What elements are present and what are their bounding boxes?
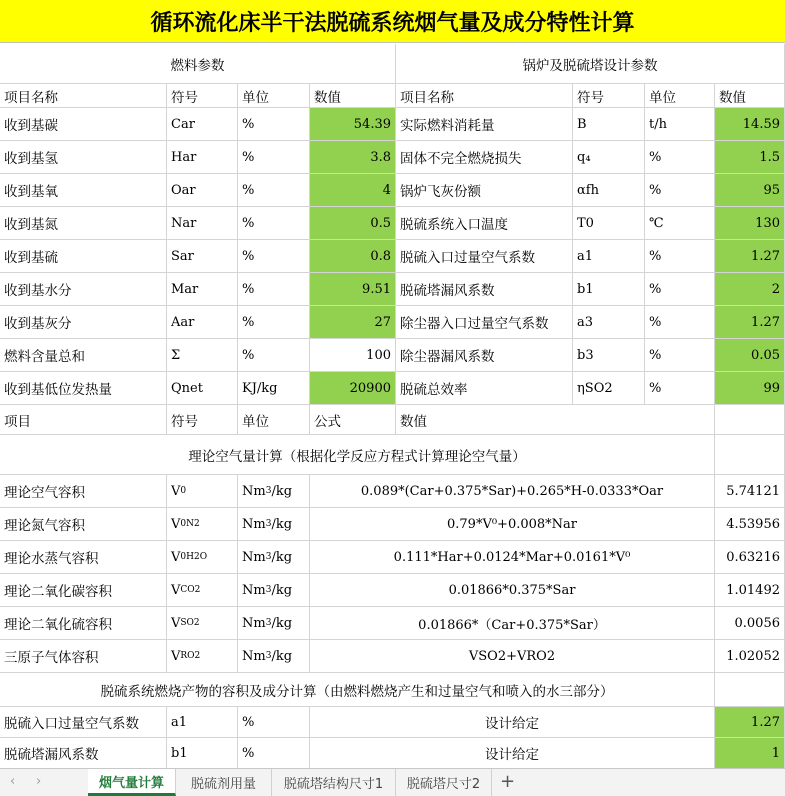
boiler-value-cell[interactable]: 99 [715, 372, 785, 405]
theory-section-row [0, 435, 785, 475]
fuel-value-cell[interactable]: 100 [310, 339, 396, 372]
boiler-unit-cell[interactable]: t/h [645, 108, 715, 141]
desulf-value-cell[interactable]: 1.27 [715, 707, 785, 738]
symbol-main: V [171, 549, 181, 565]
param-row [0, 141, 785, 174]
unit-sup: 3 [265, 585, 272, 595]
boiler-name-cell[interactable]: 锅炉飞灰份额 [396, 174, 573, 207]
theory-formula-cell[interactable]: 0.111*Har+0.0124*Mar+0.0161*V⁰ [310, 541, 715, 574]
fuel-symbol-cell[interactable]: Mar [167, 273, 238, 306]
calc-col-name[interactable]: 项目 [0, 405, 167, 435]
fuel-symbol-cell[interactable]: Sar [167, 240, 238, 273]
unit-main: Nm [242, 582, 266, 598]
fuel-symbol-cell[interactable]: Nar [167, 207, 238, 240]
fuel-value-cell[interactable]: 27 [310, 306, 396, 339]
boiler-params-header[interactable]: 锅炉及脱硫塔设计参数 [396, 44, 785, 84]
boiler-name-cell[interactable]: 实际燃料消耗量 [396, 108, 573, 141]
desulf-formula-cell[interactable]: 设计给定 [310, 738, 715, 769]
desulf-unit-cell[interactable]: % [238, 738, 310, 769]
boiler-symbol-cell[interactable]: B [573, 108, 645, 141]
desulf-name-cell[interactable]: 脱硫入口过量空气系数 [0, 707, 167, 738]
fuel-name-cell[interactable]: 收到基碳 [0, 108, 167, 141]
unit-main: Nm [242, 483, 266, 499]
boiler-symbol-cell[interactable]: q₄ [573, 141, 645, 174]
fuel-name-cell[interactable]: 收到基氢 [0, 141, 167, 174]
symbol-main: V [171, 648, 181, 664]
unit-tail: /kg [271, 648, 293, 664]
fuel-name-cell[interactable]: 收到基低位发热量 [0, 372, 167, 405]
boiler-unit-cell[interactable]: % [645, 339, 715, 372]
desulf-value-cell[interactable]: 1 [715, 738, 785, 769]
theory-name-cell[interactable]: 理论水蒸气容积 [0, 541, 167, 574]
fuel-name-cell[interactable]: 收到基氧 [0, 174, 167, 207]
boiler-symbol-cell[interactable]: b1 [573, 273, 645, 306]
calc-col-symbol[interactable]: 符号 [167, 405, 238, 435]
fuel-value-cell[interactable]: 9.51 [310, 273, 396, 306]
boiler-unit-cell[interactable]: % [645, 141, 715, 174]
theory-name-cell[interactable]: 理论二氧化硫容积 [0, 607, 167, 640]
theory-row [0, 508, 785, 541]
unit-tail: /kg [271, 483, 293, 499]
boiler-col-sym[interactable]: 符号 [573, 84, 645, 108]
boiler-value-cell[interactable]: 2 [715, 273, 785, 306]
empty-cell[interactable] [715, 673, 785, 707]
boiler-value-cell[interactable]: 14.59 [715, 108, 785, 141]
theory-value-cell[interactable]: 0.63216 [715, 541, 785, 574]
symbol-main: V [171, 483, 181, 499]
tab-tower-structure-1[interactable]: 脱硫塔结构尺寸1 [272, 769, 396, 796]
fuel-unit-cell[interactable]: % [238, 339, 310, 372]
boiler-unit-cell[interactable]: % [645, 174, 715, 207]
boiler-symbol-cell[interactable]: a1 [573, 240, 645, 273]
sheet-title[interactable]: 循环流化床半干法脱硫系统烟气量及成分特性计算 [0, 0, 785, 43]
calc-col-formula[interactable]: 公式 [310, 405, 396, 435]
unit-tail: /kg [271, 615, 293, 631]
desulf-formula-cell[interactable]: 设计给定 [310, 707, 715, 738]
theory-unit-cell[interactable] [238, 574, 310, 607]
boiler-col-unit[interactable]: 单位 [645, 84, 715, 108]
param-row [0, 207, 785, 240]
theory-name-cell[interactable]: 理论二氧化碳容积 [0, 574, 167, 607]
desulf-row [0, 738, 785, 769]
section-header-row [0, 44, 785, 84]
boiler-symbol-cell[interactable]: ηSO2 [573, 372, 645, 405]
tab-prev-icon[interactable]: ‹ [10, 774, 16, 789]
desulf-section-header[interactable]: 脱硫系统燃烧产物的容积及成分计算（由燃料燃烧产生和过量空气和喷入的水三部分） [0, 673, 715, 707]
calc-col-value[interactable]: 数值 [396, 405, 715, 435]
fuel-unit-cell[interactable]: % [238, 174, 310, 207]
theory-value-cell[interactable]: 0.0056 [715, 607, 785, 640]
symbol-sub: RO2 [180, 651, 201, 661]
theory-row [0, 541, 785, 574]
symbol-sub: SO2 [180, 618, 200, 628]
theory-symbol-cell[interactable] [167, 541, 238, 574]
theory-formula-cell[interactable]: 0.089*(Car+0.375*Sar)+0.265*H-0.0333*Oar [310, 475, 715, 508]
boiler-symbol-cell[interactable]: b3 [573, 339, 645, 372]
theory-unit-cell[interactable] [238, 607, 310, 640]
symbol-sub: CO2 [180, 585, 201, 595]
fuel-params-header[interactable]: 燃料参数 [0, 44, 396, 84]
fuel-symbol-cell[interactable]: Car [167, 108, 238, 141]
tab-flue-gas-calc[interactable]: 烟气量计算 [88, 769, 176, 796]
theory-symbol-cell[interactable] [167, 640, 238, 673]
boiler-unit-cell[interactable]: ℃ [645, 207, 715, 240]
param-row [0, 108, 785, 141]
boiler-name-cell[interactable]: 脱硫总效率 [396, 372, 573, 405]
add-sheet-icon[interactable]: + [500, 771, 516, 792]
desulf-symbol-cell[interactable]: a1 [167, 707, 238, 738]
unit-main: Nm [242, 549, 266, 565]
theory-symbol-cell[interactable] [167, 475, 238, 508]
desulf-section-row [0, 673, 785, 707]
theory-formula-cell[interactable]: 0.01866*0.375*Sar [310, 574, 715, 607]
theory-row [0, 640, 785, 673]
theory-unit-cell[interactable] [238, 640, 310, 673]
fuel-symbol-cell[interactable]: Σ [167, 339, 238, 372]
param-row [0, 174, 785, 207]
calc-col-unit[interactable]: 单位 [238, 405, 310, 435]
fuel-col-unit[interactable]: 单位 [238, 84, 310, 108]
boiler-value-cell[interactable]: 130 [715, 207, 785, 240]
boiler-name-cell[interactable]: 除尘器入口过量空气系数 [396, 306, 573, 339]
boiler-col-name[interactable]: 项目名称 [396, 84, 573, 108]
fuel-col-sym[interactable]: 符号 [167, 84, 238, 108]
param-row [0, 372, 785, 405]
empty-cell[interactable] [715, 435, 785, 475]
boiler-name-cell[interactable]: 固体不完全燃烧损失 [396, 141, 573, 174]
fuel-unit-cell[interactable]: % [238, 240, 310, 273]
fuel-name-cell[interactable]: 收到基水分 [0, 273, 167, 306]
param-row [0, 339, 785, 372]
sheet-tab-bar [0, 768, 785, 796]
calc-header-row [0, 405, 785, 435]
symbol-sup: 0 [180, 519, 187, 529]
boiler-value-cell[interactable]: 1.27 [715, 240, 785, 273]
boiler-value-cell[interactable]: 0.05 [715, 339, 785, 372]
desulf-name-cell[interactable]: 脱硫塔漏风系数 [0, 738, 167, 769]
fuel-value-cell[interactable]: 54.39 [310, 108, 396, 141]
fuel-unit-cell[interactable]: % [238, 273, 310, 306]
unit-tail: /kg [271, 582, 293, 598]
boiler-symbol-cell[interactable]: T0 [573, 207, 645, 240]
fuel-name-cell[interactable]: 收到基氮 [0, 207, 167, 240]
boiler-unit-cell[interactable]: % [645, 306, 715, 339]
unit-sup: 3 [265, 618, 272, 628]
boiler-symbol-cell[interactable]: αfh [573, 174, 645, 207]
fuel-value-cell[interactable]: 4 [310, 174, 396, 207]
boiler-name-cell[interactable]: 除尘器漏风系数 [396, 339, 573, 372]
fuel-unit-cell[interactable]: KJ/kg [238, 372, 310, 405]
unit-tail: /kg [271, 516, 293, 532]
theory-value-cell[interactable]: 4.53956 [715, 508, 785, 541]
theory-symbol-cell[interactable] [167, 508, 238, 541]
fuel-col-name[interactable]: 项目名称 [0, 84, 167, 108]
fuel-unit-cell[interactable]: % [238, 108, 310, 141]
symbol-sup: 0 [180, 552, 187, 562]
symbol-main: V [171, 615, 181, 631]
unit-main: Nm [242, 516, 266, 532]
param-row [0, 240, 785, 273]
theory-formula-cell[interactable]: VSO2+VRO2 [310, 640, 715, 673]
fuel-symbol-cell[interactable]: Oar [167, 174, 238, 207]
symbol-main: V [171, 582, 181, 598]
boiler-unit-cell[interactable]: % [645, 273, 715, 306]
unit-main: Nm [242, 615, 266, 631]
boiler-col-val[interactable]: 数值 [715, 84, 785, 108]
unit-sup: 3 [265, 651, 272, 661]
theory-name-cell[interactable]: 理论氮气容积 [0, 508, 167, 541]
theory-unit-cell[interactable] [238, 475, 310, 508]
boiler-unit-cell[interactable]: % [645, 240, 715, 273]
unit-main: Nm [242, 648, 266, 664]
boiler-value-cell[interactable]: 1.27 [715, 306, 785, 339]
fuel-symbol-cell[interactable]: Qnet [167, 372, 238, 405]
theory-symbol-cell[interactable] [167, 607, 238, 640]
unit-sup: 3 [265, 519, 272, 529]
theory-section-header[interactable]: 理论空气量计算（根据化学反应方程式计算理论空气量） [0, 435, 715, 475]
desulf-symbol-cell[interactable]: b1 [167, 738, 238, 769]
boiler-unit-cell[interactable]: % [645, 372, 715, 405]
boiler-name-cell[interactable]: 脱硫入口过量空气系数 [396, 240, 573, 273]
fuel-name-cell[interactable]: 收到基灰分 [0, 306, 167, 339]
boiler-value-cell[interactable]: 1.5 [715, 141, 785, 174]
tab-next-icon[interactable]: › [36, 774, 42, 789]
boiler-name-cell[interactable]: 脱硫系统入口温度 [396, 207, 573, 240]
theory-name-cell[interactable]: 理论空气容积 [0, 475, 167, 508]
fuel-col-val[interactable]: 数值 [310, 84, 396, 108]
tab-desulfurizer-dosage[interactable]: 脱硫剂用量 [176, 769, 272, 796]
fuel-symbol-cell[interactable]: Aar [167, 306, 238, 339]
empty-cell[interactable] [715, 405, 785, 435]
symbol-sup: 0 [180, 486, 187, 496]
symbol-sub: H2O [186, 552, 208, 562]
boiler-name-cell[interactable]: 脱硫塔漏风系数 [396, 273, 573, 306]
param-row [0, 273, 785, 306]
boiler-symbol-cell[interactable]: a3 [573, 306, 645, 339]
theory-symbol-cell[interactable] [167, 574, 238, 607]
fuel-value-cell[interactable]: 20900 [310, 372, 396, 405]
theory-row [0, 607, 785, 640]
fuel-value-cell[interactable]: 3.8 [310, 141, 396, 174]
theory-row [0, 574, 785, 607]
theory-formula-cell[interactable]: 0.79*V⁰+0.008*Nar [310, 508, 715, 541]
fuel-value-cell[interactable]: 0.5 [310, 207, 396, 240]
fuel-unit-cell[interactable]: % [238, 141, 310, 174]
theory-formula-cell[interactable]: 0.01866*（Car+0.375*Sar） [310, 607, 715, 640]
theory-value-cell[interactable]: 5.74121 [715, 475, 785, 508]
theory-unit-cell[interactable] [238, 541, 310, 574]
tab-tower-size-2[interactable]: 脱硫塔尺寸2 [396, 769, 492, 796]
theory-value-cell[interactable]: 1.02052 [715, 640, 785, 673]
param-row [0, 306, 785, 339]
fuel-value-cell[interactable]: 0.8 [310, 240, 396, 273]
symbol-sub: N2 [186, 519, 200, 529]
unit-sup: 3 [265, 486, 272, 496]
desulf-row [0, 707, 785, 738]
fuel-name-cell[interactable]: 燃料含量总和 [0, 339, 167, 372]
theory-name-cell[interactable]: 三原子气体容积 [0, 640, 167, 673]
fuel-unit-cell[interactable]: % [238, 207, 310, 240]
theory-row [0, 475, 785, 508]
desulf-unit-cell[interactable]: % [238, 707, 310, 738]
symbol-main: V [171, 516, 181, 532]
fuel-unit-cell[interactable]: % [238, 306, 310, 339]
column-header-row [0, 84, 785, 108]
unit-sup: 3 [265, 552, 272, 562]
boiler-value-cell[interactable]: 95 [715, 174, 785, 207]
fuel-name-cell[interactable]: 收到基硫 [0, 240, 167, 273]
theory-unit-cell[interactable] [238, 508, 310, 541]
fuel-symbol-cell[interactable]: Har [167, 141, 238, 174]
theory-value-cell[interactable]: 1.01492 [715, 574, 785, 607]
unit-tail: /kg [271, 549, 293, 565]
